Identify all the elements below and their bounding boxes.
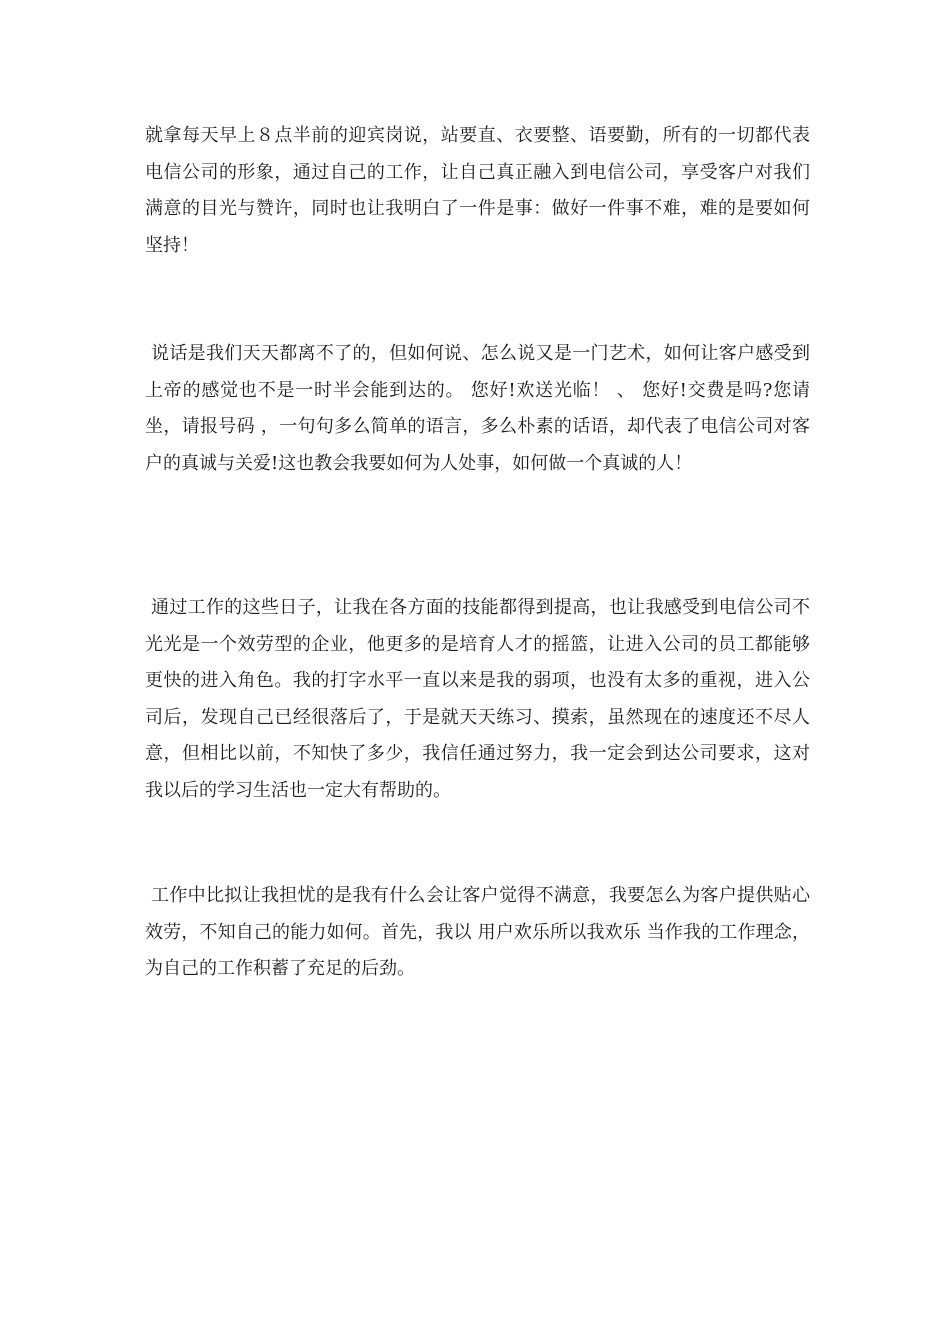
paragraph-3: 通过工作的这些日子，让我在各方面的技能都得到提高，也让我感受到电信公司不光光是一个效劳型的企业，他更多的是培育人才的摇篮，让进入公司的员工都能够更快的进入角色。我的打字水平一直以来是我的弱项，也没有太多的重视，进入公司后，发现自己已经很落后了，于是就天天练习、摸索，虽然现在的速度还不尽人意，但相比以前，不知快了多少，我信任通过努力，我一定会到达公司要求，这对我以后的学习生活也一定大有帮助的。 <box>145 597 810 801</box>
paragraph-1: 就拿每天早上８点半前的迎宾岗说，站要直、衣要整、语要勤，所有的一切都代表电信公司的形象，通过自己的工作，让自己真正融入到电信公司，享受客户对我们满意的目光与赞许，同时也让我明白了一件是事：做好一件事不难，难的是要如何坚持！ <box>145 125 810 256</box>
paragraph-4: 工作中比拟让我担忧的是我有什么会让客户觉得不满意，我要怎么为客户提供贴心效劳，不知自己的能力如何。首先，我以 用户欢乐所以我欢乐 当作我的工作理念，为自己的工作积蓄了充足的后劲。 <box>145 885 810 979</box>
paragraph-2: 说话是我们天天都离不了的，但如何说、怎么说又是一门艺术，如何让客户感受到上帝的感觉也不是一时半会能到达的。 您好!欢送光临！ 、 您好!交费是吗?您请坐，请报号码 ，一句句多么简单的语言，多么朴素的话语，却代表了电信公司对客户的真诚与关爱!这也教会我要如何为人处事，如何做一个真诚的人！ <box>145 343 810 474</box>
